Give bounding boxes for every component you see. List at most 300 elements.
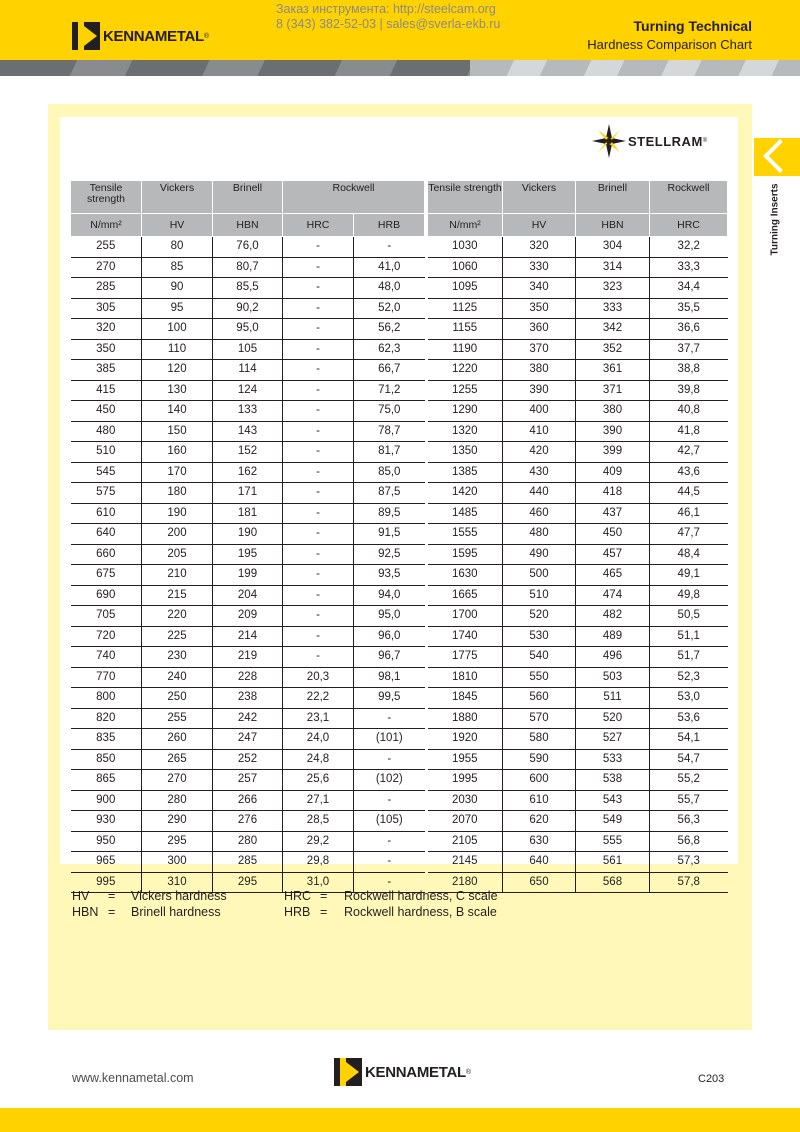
table-cell: 580: [503, 729, 576, 750]
footer-url[interactable]: www.kennametal.com: [72, 1071, 194, 1085]
table-cell: 385: [71, 360, 142, 381]
table-row: [428, 544, 728, 565]
table-cell: 474: [576, 585, 650, 606]
table-row: [71, 298, 425, 319]
table-row: [71, 380, 425, 401]
table-cell: 91,5: [354, 524, 425, 545]
table-cell: 304: [576, 237, 650, 258]
legend-eq: =: [320, 889, 328, 903]
table-cell: 87,5: [354, 483, 425, 504]
table-cell: 55,7: [650, 790, 728, 811]
kennametal-k-icon: [72, 22, 100, 50]
table-cell: 98,1: [354, 667, 425, 688]
legend-abbr-hrb: HRB: [284, 905, 311, 919]
table-header-row: [428, 181, 728, 214]
table-cell: 1220: [428, 360, 503, 381]
table-row: [428, 442, 728, 463]
bottom-yellow-band: [0, 1108, 800, 1132]
table-cell: 41,0: [354, 257, 425, 278]
table-row: [428, 688, 728, 709]
table-cell: 90: [142, 278, 213, 299]
table-cell: 52,0: [354, 298, 425, 319]
col-rockwell: Rockwell: [283, 181, 425, 214]
table-cell: 1630: [428, 565, 503, 586]
col-tensile: Tensile strength: [71, 181, 142, 214]
table-cell: 170: [142, 462, 213, 483]
table-row: [71, 667, 425, 688]
table-row: [71, 811, 425, 832]
table-row: [71, 626, 425, 647]
table-cell: 33,3: [650, 257, 728, 278]
side-tab[interactable]: [754, 138, 800, 176]
table-cell: 95,0: [213, 319, 283, 340]
table-cell: -: [354, 708, 425, 729]
table-cell: 800: [71, 688, 142, 709]
table-cell: 342: [576, 319, 650, 340]
unit-hrc: HRC: [283, 214, 354, 237]
table-row: [71, 421, 425, 442]
table-cell: 361: [576, 360, 650, 381]
table-row: [71, 503, 425, 524]
table-row: [428, 729, 728, 750]
table-cell: 285: [213, 852, 283, 873]
header-stripe: [0, 60, 800, 76]
table-cell: 480: [503, 524, 576, 545]
table-cell: 380: [503, 360, 576, 381]
legend-abbr-hv: HV: [72, 889, 90, 903]
table-cell: 520: [576, 708, 650, 729]
table-cell: 171: [213, 483, 283, 504]
table-cell: 49,1: [650, 565, 728, 586]
table-cell: 225: [142, 626, 213, 647]
table-cell: 533: [576, 749, 650, 770]
table-row: [71, 401, 425, 422]
table-cell: 220: [142, 606, 213, 627]
table-cell: 52,3: [650, 667, 728, 688]
table-cell: -: [283, 585, 354, 606]
table-cell: 352: [576, 339, 650, 360]
table-cell: -: [354, 237, 425, 258]
table-cell: 490: [503, 544, 576, 565]
table-cell: 610: [71, 503, 142, 524]
table-cell: 1665: [428, 585, 503, 606]
table-cell: 350: [71, 339, 142, 360]
table-cell: -: [283, 360, 354, 381]
table-cell: 78,7: [354, 421, 425, 442]
table-cell: 55,2: [650, 770, 728, 791]
unit-hrb: HRB: [354, 214, 425, 237]
table-cell: 190: [142, 503, 213, 524]
table-cell: 93,5: [354, 565, 425, 586]
table-cell: 770: [71, 667, 142, 688]
table-cell: -: [283, 257, 354, 278]
table-row: [71, 585, 425, 606]
table-cell: 865: [71, 770, 142, 791]
table-row: [428, 319, 728, 340]
table-row: [428, 360, 728, 381]
contact-line-1: Заказ инструмента: http://steelcam.org: [276, 2, 496, 16]
table-cell: 300: [142, 852, 213, 873]
table-cell: 640: [503, 852, 576, 873]
table-cell: 140: [142, 401, 213, 422]
table-row: [71, 831, 425, 852]
table-row: [71, 278, 425, 299]
table-cell: 568: [576, 872, 650, 893]
stellram-registered-mark: ®: [702, 138, 708, 144]
table-cell: 360: [503, 319, 576, 340]
table-cell: 56,3: [650, 811, 728, 832]
table-cell: 110: [142, 339, 213, 360]
order-contact: [276, 2, 500, 32]
col-vickers: Vickers: [503, 181, 576, 214]
table-cell: -: [283, 606, 354, 627]
table-cell: 210: [142, 565, 213, 586]
table-row: [428, 401, 728, 422]
table-row: [428, 237, 728, 258]
table-cell: 820: [71, 708, 142, 729]
table-cell: 29,8: [283, 852, 354, 873]
table-cell: 57,3: [650, 852, 728, 873]
table-cell: 80: [142, 237, 213, 258]
table-cell: 1255: [428, 380, 503, 401]
table-cell: 295: [213, 872, 283, 893]
table-row: [428, 278, 728, 299]
table-cell: 705: [71, 606, 142, 627]
table-cell: 520: [503, 606, 576, 627]
table-cell: -: [354, 872, 425, 893]
table-cell: 25,6: [283, 770, 354, 791]
table-cell: 53,6: [650, 708, 728, 729]
table-cell: 500: [503, 565, 576, 586]
table-cell: 400: [503, 401, 576, 422]
legend-eq: =: [108, 905, 116, 919]
table-cell: 510: [71, 442, 142, 463]
unit-nmm2: N/mm²: [71, 214, 142, 237]
legend-abbr-hrc: HRC: [284, 889, 312, 903]
table-cell: 285: [71, 278, 142, 299]
table-cell: 480: [71, 421, 142, 442]
table-cell: 1920: [428, 729, 503, 750]
table-cell: 390: [576, 421, 650, 442]
table-cell: 437: [576, 503, 650, 524]
stellram-logo: [592, 124, 707, 158]
legend-eq: =: [108, 889, 116, 903]
table-cell: 630: [503, 831, 576, 852]
table-cell: 100: [142, 319, 213, 340]
table-cell: 38,8: [650, 360, 728, 381]
table-cell: 62,3: [354, 339, 425, 360]
table-cell: 32,2: [650, 237, 728, 258]
table-cell: 1420: [428, 483, 503, 504]
table-cell: 930: [71, 811, 142, 832]
table-cell: 1955: [428, 749, 503, 770]
table-row: [428, 852, 728, 873]
table-cell: 114: [213, 360, 283, 381]
table-cell: 2070: [428, 811, 503, 832]
table-cell: -: [354, 852, 425, 873]
section-subtitle: Hardness Comparison Chart: [587, 37, 752, 52]
table-cell: 290: [142, 811, 213, 832]
legend-abbr-hbn: HBN: [72, 905, 99, 919]
table-cell: 410: [503, 421, 576, 442]
chevron-left-icon: [763, 139, 797, 173]
table-cell: -: [283, 626, 354, 647]
table-cell: 238: [213, 688, 283, 709]
table-cell: -: [283, 237, 354, 258]
table-cell: 200: [142, 524, 213, 545]
table-cell: 49,8: [650, 585, 728, 606]
table-cell: -: [283, 278, 354, 299]
table-cell: 228: [213, 667, 283, 688]
unit-hv: HV: [142, 214, 213, 237]
table-unit-row: [428, 214, 728, 237]
table-cell: -: [283, 442, 354, 463]
table-cell: 323: [576, 278, 650, 299]
table-cell: 675: [71, 565, 142, 586]
table-cell: 48,4: [650, 544, 728, 565]
kennametal-k-icon: [334, 1058, 362, 1086]
table-cell: 41,8: [650, 421, 728, 442]
table-cell: 75,0: [354, 401, 425, 422]
table-cell: 310: [142, 872, 213, 893]
table-row: [428, 503, 728, 524]
table-cell: 370: [503, 339, 576, 360]
table-row: [428, 298, 728, 319]
table-cell: 195: [213, 544, 283, 565]
table-cell: 740: [71, 647, 142, 668]
table-row: [428, 421, 728, 442]
table-cell: 96,7: [354, 647, 425, 668]
table-row: [428, 749, 728, 770]
table-cell: 1810: [428, 667, 503, 688]
brand-registered-mark: ®: [203, 32, 210, 40]
table-cell: 66,7: [354, 360, 425, 381]
table-row: [428, 606, 728, 627]
table-cell: 35,5: [650, 298, 728, 319]
table-cell: 31,0: [283, 872, 354, 893]
table-cell: 620: [503, 811, 576, 832]
col-brinell: Brinell: [213, 181, 283, 214]
table-cell: 124: [213, 380, 283, 401]
table-cell: 545: [71, 462, 142, 483]
table-row: [428, 257, 728, 278]
table-cell: 54,1: [650, 729, 728, 750]
table-cell: 96,0: [354, 626, 425, 647]
table-cell: 850: [71, 749, 142, 770]
table-cell: 205: [142, 544, 213, 565]
table-cell: 482: [576, 606, 650, 627]
unit-nmm2: N/mm²: [428, 214, 503, 237]
table-row: [71, 544, 425, 565]
table-cell: -: [283, 462, 354, 483]
table-cell: 51,7: [650, 647, 728, 668]
hardness-table-left: [70, 180, 425, 893]
table-cell: 240: [142, 667, 213, 688]
table-cell: 320: [503, 237, 576, 258]
table-cell: -: [354, 831, 425, 852]
table-cell: 29,2: [283, 831, 354, 852]
table-cell: 85,5: [213, 278, 283, 299]
legend-text-hbn: Brinell hardness: [131, 905, 221, 919]
table-row: [71, 749, 425, 770]
table-cell: 1290: [428, 401, 503, 422]
table-cell: 150: [142, 421, 213, 442]
brand-registered-mark: ®: [465, 1068, 472, 1076]
table-cell: 230: [142, 647, 213, 668]
header-stripe-fade: [470, 60, 800, 76]
table-cell: 690: [71, 585, 142, 606]
table-cell: 1385: [428, 462, 503, 483]
table-cell: 510: [503, 585, 576, 606]
table-cell: 995: [71, 872, 142, 893]
table-row: [428, 565, 728, 586]
table-cell: 305: [71, 298, 142, 319]
table-row: [71, 852, 425, 873]
table-cell: 39,8: [650, 380, 728, 401]
table-cell: 1995: [428, 770, 503, 791]
table-cell: 371: [576, 380, 650, 401]
table-cell: 900: [71, 790, 142, 811]
table-cell: 24,0: [283, 729, 354, 750]
table-cell: 133: [213, 401, 283, 422]
table-row: [71, 462, 425, 483]
table-cell: 219: [213, 647, 283, 668]
table-cell: 965: [71, 852, 142, 873]
table-cell: 265: [142, 749, 213, 770]
legend-eq: =: [320, 905, 328, 919]
table-cell: -: [283, 298, 354, 319]
table-cell: -: [283, 421, 354, 442]
table-row: [428, 524, 728, 545]
side-tab-label: Turning Inserts: [769, 183, 781, 256]
table-cell: 50,5: [650, 606, 728, 627]
table-cell: 20,3: [283, 667, 354, 688]
stellram-star-icon: [592, 124, 626, 158]
table-row: [71, 319, 425, 340]
table-cell: 215: [142, 585, 213, 606]
table-cell: 250: [142, 688, 213, 709]
table-cell: 549: [576, 811, 650, 832]
table-cell: -: [354, 790, 425, 811]
table-cell: 2030: [428, 790, 503, 811]
table-cell: (101): [354, 729, 425, 750]
table-row: [428, 708, 728, 729]
table-cell: 600: [503, 770, 576, 791]
table-header-row: [71, 181, 425, 214]
table-cell: 330: [503, 257, 576, 278]
table-cell: 180: [142, 483, 213, 504]
table-row: [428, 380, 728, 401]
table-row: [428, 831, 728, 852]
table-cell: 835: [71, 729, 142, 750]
table-cell: -: [354, 749, 425, 770]
table-cell: 276: [213, 811, 283, 832]
table-cell: 1350: [428, 442, 503, 463]
table-row: [428, 483, 728, 504]
table-cell: 85,0: [354, 462, 425, 483]
table-cell: 44,5: [650, 483, 728, 504]
table-cell: 22,2: [283, 688, 354, 709]
kennametal-logo-footer: [334, 1058, 471, 1086]
table-cell: 511: [576, 688, 650, 709]
legend-text-hrb: Rockwell hardness, B scale: [344, 905, 497, 919]
col-rockwell: Rockwell: [650, 181, 728, 214]
table-cell: 640: [71, 524, 142, 545]
col-tensile: Tensile strength: [428, 181, 503, 214]
table-cell: 543: [576, 790, 650, 811]
table-cell: 37,7: [650, 339, 728, 360]
table-row: [428, 585, 728, 606]
table-unit-row: [71, 214, 425, 237]
table-cell: 105: [213, 339, 283, 360]
table-cell: 450: [576, 524, 650, 545]
table-cell: 204: [213, 585, 283, 606]
table-cell: 440: [503, 483, 576, 504]
table-cell: 214: [213, 626, 283, 647]
table-cell: 295: [142, 831, 213, 852]
table-cell: 314: [576, 257, 650, 278]
table-cell: 2145: [428, 852, 503, 873]
table-cell: -: [283, 401, 354, 422]
table-cell: 660: [71, 544, 142, 565]
table-cell: 242: [213, 708, 283, 729]
table-cell: 1095: [428, 278, 503, 299]
table-row: [71, 524, 425, 545]
table-cell: 527: [576, 729, 650, 750]
table-row: [71, 708, 425, 729]
table-cell: 538: [576, 770, 650, 791]
table-cell: 333: [576, 298, 650, 319]
table-cell: 560: [503, 688, 576, 709]
table-cell: 162: [213, 462, 283, 483]
col-vickers: Vickers: [142, 181, 213, 214]
table-cell: 34,4: [650, 278, 728, 299]
table-cell: 489: [576, 626, 650, 647]
table-cell: 43,6: [650, 462, 728, 483]
table-row: [428, 462, 728, 483]
table-cell: 27,1: [283, 790, 354, 811]
table-cell: (105): [354, 811, 425, 832]
table-cell: 1485: [428, 503, 503, 524]
table-cell: 1125: [428, 298, 503, 319]
table-cell: 247: [213, 729, 283, 750]
table-row: [71, 729, 425, 750]
table-cell: 90,2: [213, 298, 283, 319]
table-cell: 1880: [428, 708, 503, 729]
col-brinell: Brinell: [576, 181, 650, 214]
table-cell: 95: [142, 298, 213, 319]
brand-name: KENNAMETAL: [103, 27, 204, 45]
table-cell: 53,0: [650, 688, 728, 709]
table-cell: 24,8: [283, 749, 354, 770]
table-cell: 71,2: [354, 380, 425, 401]
hardness-table-right: [427, 180, 728, 893]
table-cell: 570: [503, 708, 576, 729]
table-cell: 1155: [428, 319, 503, 340]
table-cell: 266: [213, 790, 283, 811]
table-cell: 430: [503, 462, 576, 483]
table-cell: 181: [213, 503, 283, 524]
table-cell: -: [283, 319, 354, 340]
table-cell: 610: [503, 790, 576, 811]
table-cell: -: [283, 524, 354, 545]
table-cell: 390: [503, 380, 576, 401]
table-cell: 47,7: [650, 524, 728, 545]
table-cell: 255: [142, 708, 213, 729]
unit-hrc: HRC: [650, 214, 728, 237]
table-cell: -: [283, 483, 354, 504]
table-row: [428, 339, 728, 360]
